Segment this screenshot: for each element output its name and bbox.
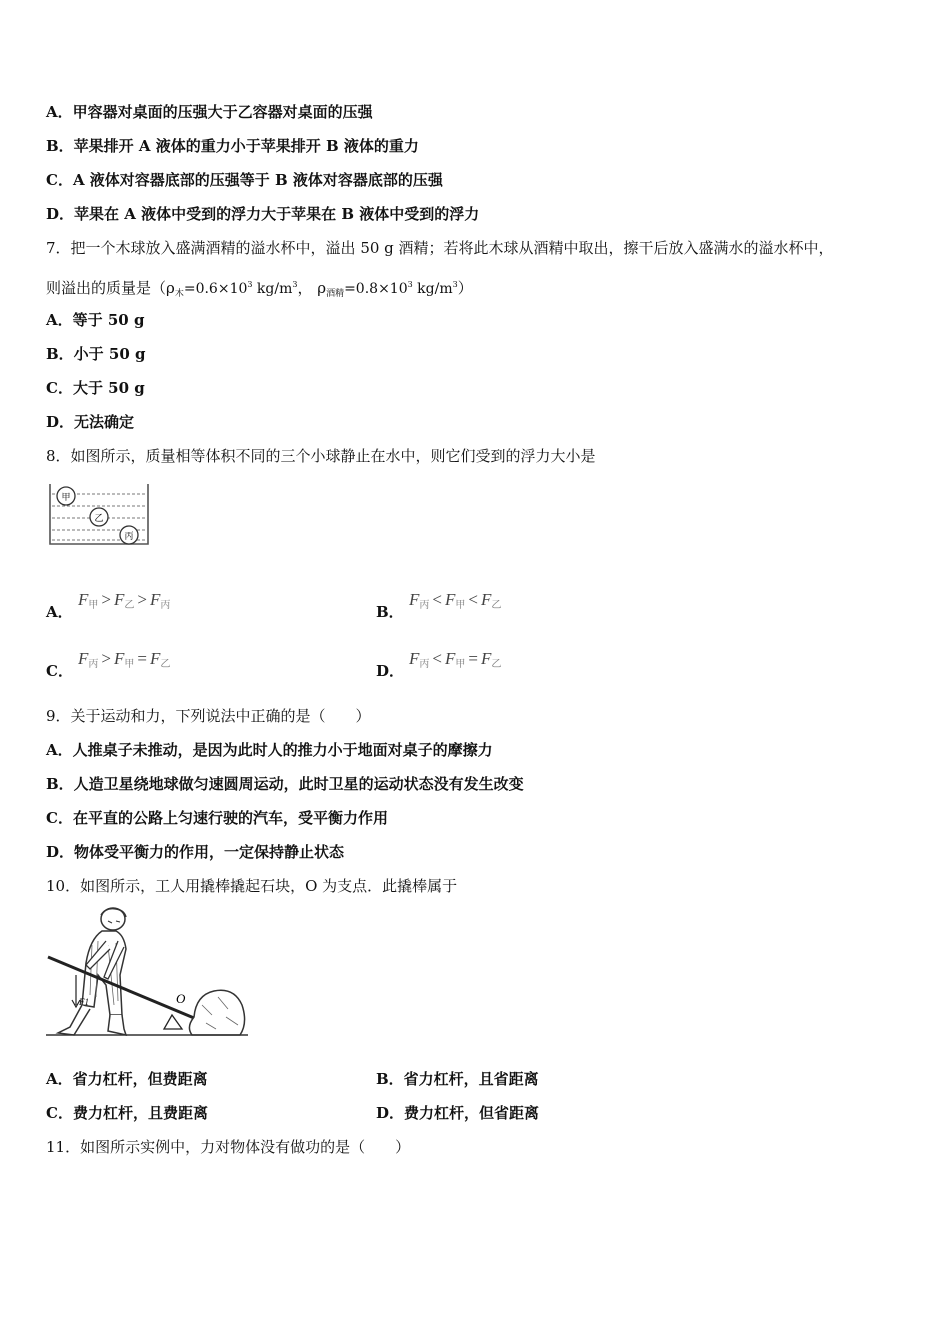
q8-option-a-label: A． (46, 603, 73, 621)
q9-option-d: D．物体受平衡力的作用，一定保持静止状态 (46, 843, 345, 861)
q9-stem: 9．关于运动和力，下列说法中正确的是（ ） (46, 707, 371, 725)
ball-yi-label: 乙 (94, 514, 104, 524)
q10-option-a: A．省力杠杆，但费距离 (46, 1070, 208, 1088)
q8-option-c-label: C． (46, 662, 73, 680)
q9-option-b: B．人造卫星绕地球做匀速圆周运动，此时卫星的运动状态没有发生改变 (46, 775, 524, 793)
q7-option-b: B．小于 50 g (46, 345, 146, 363)
q8-option-b-formula: F丙 < F甲 < F乙 (409, 590, 502, 611)
q6-option-b: B．苹果排开 A 液体的重力小于苹果排开 B 液体的重力 (46, 137, 419, 155)
q10-crowbar-worker-figure (46, 905, 248, 1040)
q7-stem-line1: 7．把一个木球放入盛满酒精的溢水杯中，溢出 50 g 酒精；若将此木球从酒精中取出，擦干后放入盛满水的溢水杯中， (46, 239, 834, 257)
q6-option-d: D．苹果在 A 液体中受到的浮力大于苹果在 B 液体中受到的浮力 (46, 205, 480, 223)
q7-stem-line2: 则溢出的质量是（$\rho_木=0.6\times 10^3$ $kg/m^3$， $\rho_{酒精}=0.8\times 10^3$ $kg/m^3$） (46, 279, 473, 299)
q8-stem: 8．如图所示，质量相等体积不同的三个小球静止在水中，则它们受到的浮力大小是 (46, 447, 596, 465)
q10-option-b: B．省力杠杆，且省距离 (376, 1070, 539, 1088)
q9-option-a: A．人推桌子未推动，是因为此时人的推力小于地面对桌子的摩擦力 (46, 741, 493, 759)
ball-jia-label: 甲 (61, 493, 71, 503)
q10-option-d: D．费力杠杆，但省距离 (376, 1104, 540, 1122)
q6-option-c: C．A 液体对容器底部的压强等于 B 液体对容器底部的压强 (46, 171, 443, 189)
q8-option-c-formula: F丙 > F甲 = F乙 (78, 649, 171, 670)
force-f1-label: F1 (79, 997, 89, 1007)
q11-stem: 11．如图所示实例中，力对物体没有做功的是（ ） (46, 1138, 411, 1156)
q7-option-d: D．无法确定 (46, 413, 135, 431)
q9-option-c: C．在平直的公路上匀速行驶的汽车，受平衡力作用 (46, 809, 388, 827)
q8-option-a-formula: F甲 > F乙 > F丙 (78, 590, 171, 611)
q8-balls-in-water-figure (46, 480, 152, 550)
q10-stem: 10．如图所示，工人用撬棒撬起石块，O 为支点．此撬棒属于 (46, 877, 458, 895)
q7-option-c: C．大于 50 g (46, 379, 145, 397)
q8-option-d-formula: F丙 < F甲 = F乙 (409, 649, 502, 670)
q7-option-a: A．等于 50 g (46, 311, 145, 329)
q6-option-a: A．甲容器对桌面的压强大于乙容器对桌面的压强 (46, 103, 373, 121)
fulcrum-o-label: O (176, 991, 186, 1006)
q10-option-c: C．费力杠杆，且费距离 (46, 1104, 208, 1122)
ball-bing-label: 丙 (124, 532, 134, 542)
q8-option-d-label: D． (376, 662, 405, 680)
q8-option-b-label: B． (376, 603, 404, 621)
